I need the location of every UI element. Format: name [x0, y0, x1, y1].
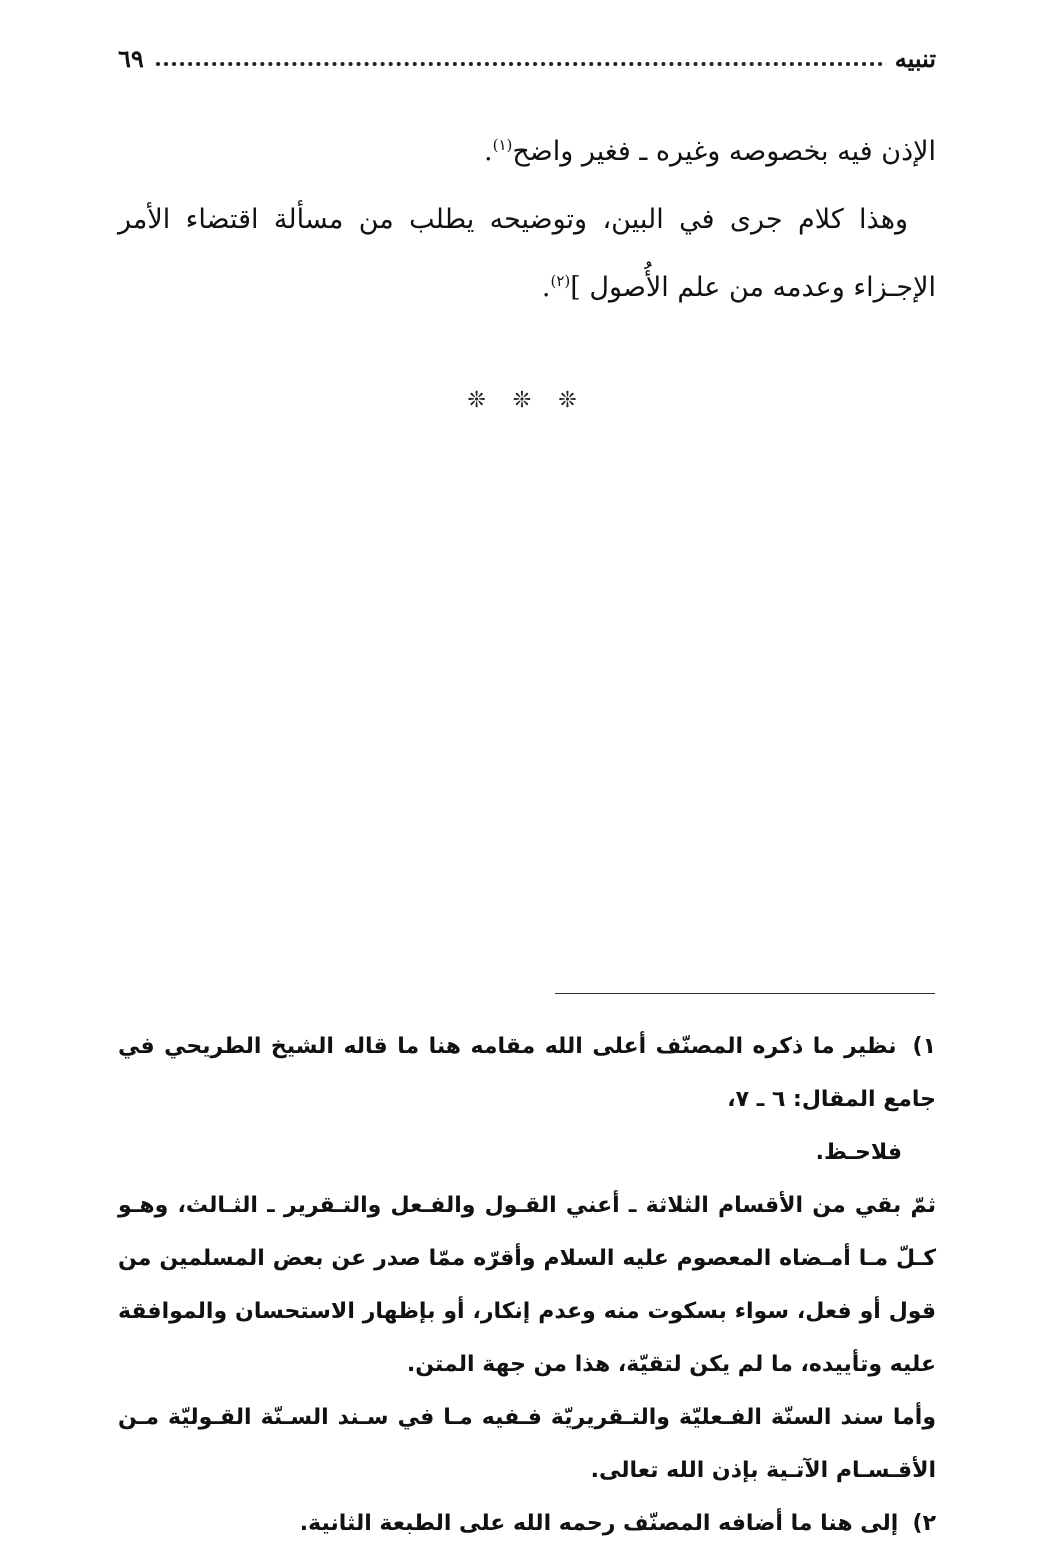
page-number: ٦٩: [118, 43, 144, 73]
footnote-1-line-1: [118, 1020, 936, 1126]
footnote-ref-2[interactable]: (٢): [550, 272, 571, 290]
running-header: [118, 38, 936, 78]
chapter-title: تنبيه: [894, 43, 936, 73]
footnote-1-text: نظير ما ذكره المصنّف أعلى الله مقامه هنا ما قاله الشيخ الطريحي في جامع المقال: ٦ ـ ٧،: [118, 1034, 936, 1112]
footnote-ref-1[interactable]: (١): [492, 136, 513, 154]
footnote-1-paragraph-2: ثمّ بقي من الأقسام الثلاثة ـ أعني القـول والفـعل والتـقرير ـ الثـالث، وهـو كـلّ مـا أمـضاه المعصوم عليه السلام وأقرّه ممّا صدر عن بعض المسلمين من قول أو فعل، سواء بسكوت منه وعدم إنكار، أو بإظهار الاستحسان والموافقة عليه وتأييده، ما لم يكن لتقيّة، هذا من جهة المتن.: [118, 1193, 936, 1377]
paragraph-2-end: .: [541, 272, 551, 303]
paragraph-1: [118, 118, 936, 186]
footnote-1-line-2: فلاحـظ.: [815, 1140, 902, 1165]
main-text: [118, 118, 936, 322]
section-separator-stars: ❊ ❊ ❊: [467, 388, 587, 413]
footnote-divider: [555, 993, 935, 994]
footnote-2-number: ٢): [912, 1511, 936, 1536]
paragraph-2: [118, 186, 936, 322]
footnote-1-number: ١): [912, 1034, 936, 1059]
footnote-1-paragraph-3: وأما سند السنّة الفـعليّة والتـقريريّة فـفيه مـا في سـند السـنّة القـوليّة مـن الأقـسـام الآتـية بإذن الله تعالى.: [118, 1405, 936, 1483]
paragraph-1-end: .: [484, 136, 493, 167]
footnotes: [118, 1020, 936, 1550]
paragraph-1-text: الإذن فيه بخصوصه وغيره ـ فغير واضح: [512, 136, 936, 167]
header-dot-leader: [156, 62, 883, 66]
footnote-2-text: إلى هنا ما أضافه المصنّف رحمه الله على الطبعة الثانية.: [299, 1511, 899, 1536]
footnote-2: [118, 1497, 936, 1550]
paragraph-2-text: وهذا كلام جرى في البين، وتوضيحه يطلب من مسألة اقتضاء الأمر الإجـزاء وعدمه من علم الأُصول ]: [118, 204, 936, 303]
